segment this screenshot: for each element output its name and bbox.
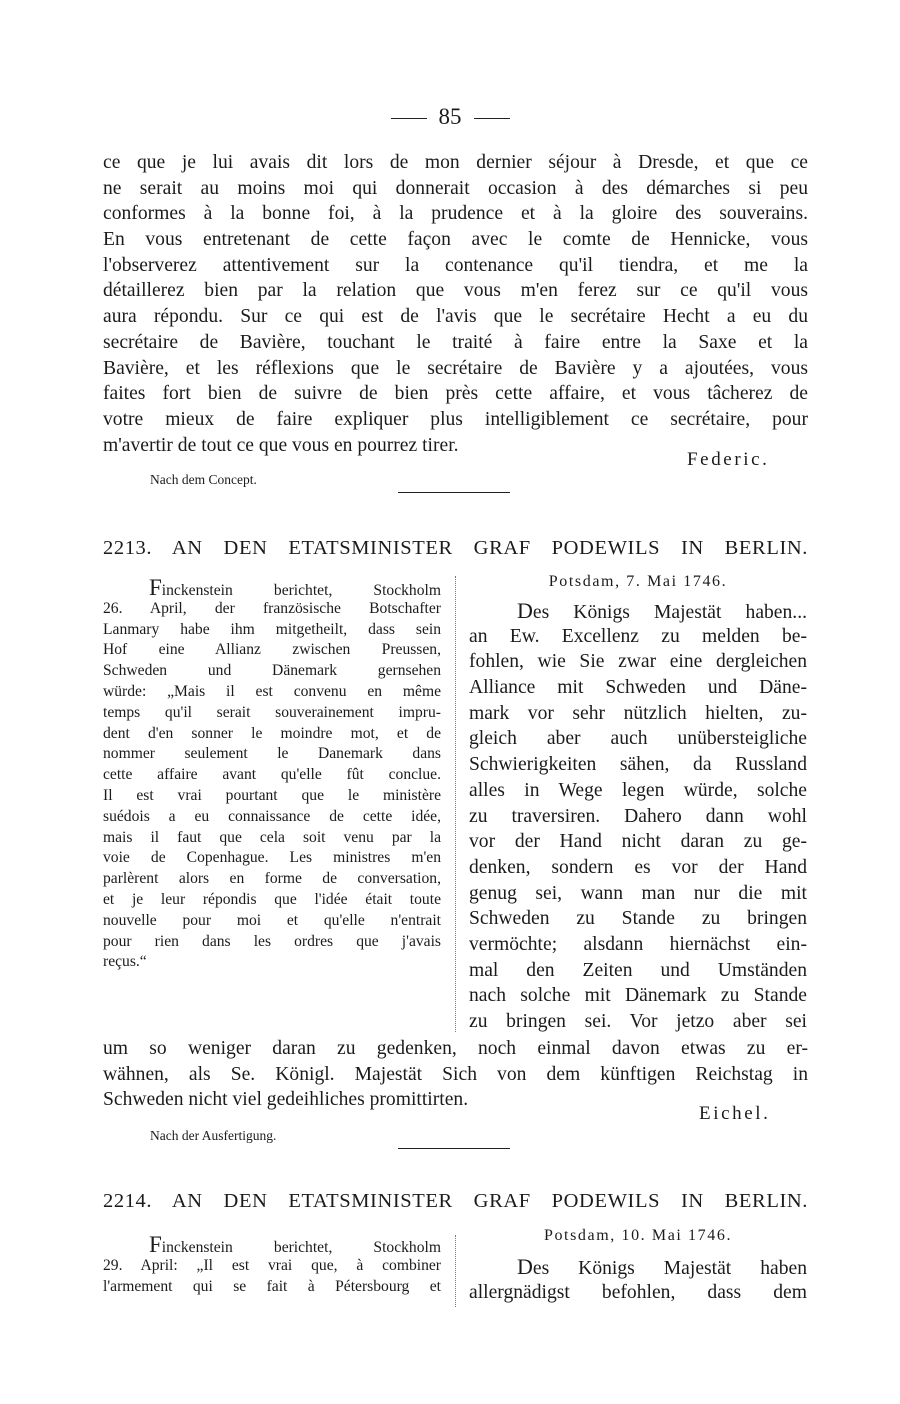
letter-line: Schweden zu Stande zu bringen xyxy=(469,908,807,930)
letter-line: alles in Wege legen würde, solche xyxy=(469,779,807,801)
source-note: Nach der Ausfertigung. xyxy=(150,1128,277,1143)
text-line: Schweden nicht viel gedeihliches promittirten. xyxy=(103,1089,469,1111)
text-line: secrétaire de Bavière, touchant le traité à faire entre la Saxe et la xyxy=(103,331,808,353)
signature-federic: Federic. xyxy=(687,449,770,470)
letter-line: mark vor sehr nützlich hielten, zu- xyxy=(469,702,807,724)
text-line: l'observerez attentivement sur la contenance qu'il tiendra, et me la xyxy=(103,254,808,276)
text-line: um so weniger daran zu gedenken, noch einmal davon etwas zu er- xyxy=(103,1038,808,1059)
letter-line: Alliance mit Schweden und Däne- xyxy=(469,677,807,699)
summary-line: pour rien dans les ordres que j'avais xyxy=(103,932,441,950)
summary-line: nouvelle pour moi et qu'elle n'entrait xyxy=(103,911,441,929)
text-line: wähnen, als Se. Königl. Majestät Sich von dem künftigen Reichstag in xyxy=(103,1063,808,1085)
doc-title-2213: 2213. AN DEN ETATSMINISTER GRAF PODEWILS IN BERLIN. xyxy=(103,537,808,559)
summary-line-first xyxy=(103,575,441,600)
header-dash-left xyxy=(391,118,427,119)
summary-line: parlèrent alors en forme de conversation, xyxy=(103,870,441,888)
summary-line: voie de Copenhague. Les ministres m'en xyxy=(103,849,441,867)
column-divider xyxy=(455,1235,456,1307)
text-line: ne serait au moins moi qui donnerait occasion à des démarches si peu xyxy=(103,177,808,199)
dateline-2213: Potsdam, 7. Mai 1746. xyxy=(548,573,728,590)
text-line: m'avertir de tout ce que vous en pourrez tirer. xyxy=(103,434,459,456)
letter-line: zu traversiren. Dahero dann wohl xyxy=(469,805,807,827)
text-line: aura répondu. Sur ce qui est de l'avis que le secrétaire Hecht a eu du xyxy=(103,306,808,328)
continuation-text xyxy=(103,150,808,458)
doc-title-2214: 2214. AN DEN ETATSMINISTER GRAF PODEWILS IN BERLIN. xyxy=(103,1190,808,1212)
letter-line: genug sei, wann man nur die mit xyxy=(469,882,807,904)
summary-line: temps qu'il serait souverainement impru- xyxy=(103,703,441,721)
letter-line: Schwierigkeiten sähen, da Russland xyxy=(469,754,807,776)
letter-line: vor der Hand nicht daran zu ge- xyxy=(469,831,807,853)
summary-line: 29. April: „Il est vrai que, à combiner xyxy=(103,1256,441,1274)
text-line: ce que je lui avais dit lors de mon dernier séjour à Dresde, et que ce xyxy=(103,152,808,173)
letter-line: zu bringen sei. Vor jetzo aber sei xyxy=(469,1011,807,1032)
summary-line: würde: „Mais il est convenu en même xyxy=(103,682,441,700)
letter-line: gleich aber auch unübersteigliche xyxy=(469,728,807,750)
letter-line: es Königs Majestät haben xyxy=(532,1258,807,1279)
text-line: En vous entretenant de cette façon avec le comte de Hennicke, vous xyxy=(103,229,808,251)
source-note: Nach dem Concept. xyxy=(150,472,257,487)
summary-line: dent d'en sonner le moindre mot, et de xyxy=(103,724,441,742)
summary-line: cette affaire avant qu'elle fût conclue. xyxy=(103,766,441,784)
initial-cap: D xyxy=(517,1254,533,1279)
summary-line: Il est vrai pourtant que le ministère xyxy=(103,786,441,804)
letter-2213-continued xyxy=(103,1036,808,1113)
summary-2213 xyxy=(103,575,441,973)
page-number: 85 xyxy=(438,104,462,129)
text-line: conformes à la bonne foi, à la prudence et à la gloire des souverains. xyxy=(103,203,808,225)
summary-line: inckenstein berichtet, Stockholm xyxy=(161,1239,441,1256)
letter-line: nach solche mit Dänemark zu Stande xyxy=(469,985,807,1007)
section-rule xyxy=(398,1148,510,1149)
letter-line: allergnädigst befohlen, dass dem xyxy=(469,1281,807,1303)
summary-line-first xyxy=(103,1232,441,1257)
letter-line: denken, sondern es vor der Hand xyxy=(469,856,807,878)
letter-line-first xyxy=(469,1254,807,1280)
letter-2213 xyxy=(469,598,807,1035)
letter-line: an Ew. Excellenz zu melden be- xyxy=(469,625,807,647)
letter-line: vermöchte; alsdann hiernächst ein- xyxy=(469,933,807,955)
summary-line: suédois a eu connaissance de cette idée, xyxy=(103,807,441,825)
summary-2214 xyxy=(103,1232,441,1297)
summary-line: reçus.“ xyxy=(103,953,147,971)
summary-line: mais il faut que cela soit venu par la xyxy=(103,828,441,846)
initial-cap: D xyxy=(517,598,533,623)
summary-line: Schweden und Dänemark gernsehen xyxy=(103,662,441,680)
summary-line: Lanmary habe ihm mitgetheilt, dass sein xyxy=(103,620,441,638)
column-divider xyxy=(455,576,456,1032)
summary-line: 26. April, der französische Botschafter xyxy=(103,599,441,617)
letter-line: es Königs Majestät haben... xyxy=(532,602,807,623)
letter-2214 xyxy=(469,1254,807,1305)
header-dash-right xyxy=(474,118,510,119)
letter-line: mal den Zeiten und Umständen xyxy=(469,959,807,981)
text-line: détaillerez bien par la relation que vous m'en ferez sur ce qu'il vous xyxy=(103,280,808,302)
summary-line: nommer seulement le Danemark dans xyxy=(103,745,441,763)
summary-line: l'armement qui se fait à Pétersbourg et xyxy=(103,1277,441,1295)
summary-line: Hof eine Allianz zwischen Preussen, xyxy=(103,641,441,659)
letter-line-first xyxy=(469,598,807,624)
section-rule xyxy=(398,492,510,493)
summary-line: et je leur répondis que l'idée était toute xyxy=(103,890,441,908)
dateline-2214: Potsdam, 10. Mai 1746. xyxy=(543,1227,733,1244)
summary-line: inckenstein berichtet, Stockholm xyxy=(161,582,441,599)
signature-eichel: Eichel. xyxy=(699,1103,771,1124)
drop-cap: F xyxy=(149,575,162,600)
page-header xyxy=(0,104,900,130)
text-line: votre mieux de faire expliquer plus intelligiblement ce secrétaire, pour xyxy=(103,408,808,430)
text-line: faites fort bien de suivre de bien près cette affaire, et vous tâcherez de xyxy=(103,383,808,405)
text-line: Bavière, et les réflexions que le secrétaire de Bavière y a ajoutées, vous xyxy=(103,357,808,379)
letter-line: fohlen, wie Sie zwar eine dergleichen xyxy=(469,651,807,673)
drop-cap: F xyxy=(149,1232,162,1257)
